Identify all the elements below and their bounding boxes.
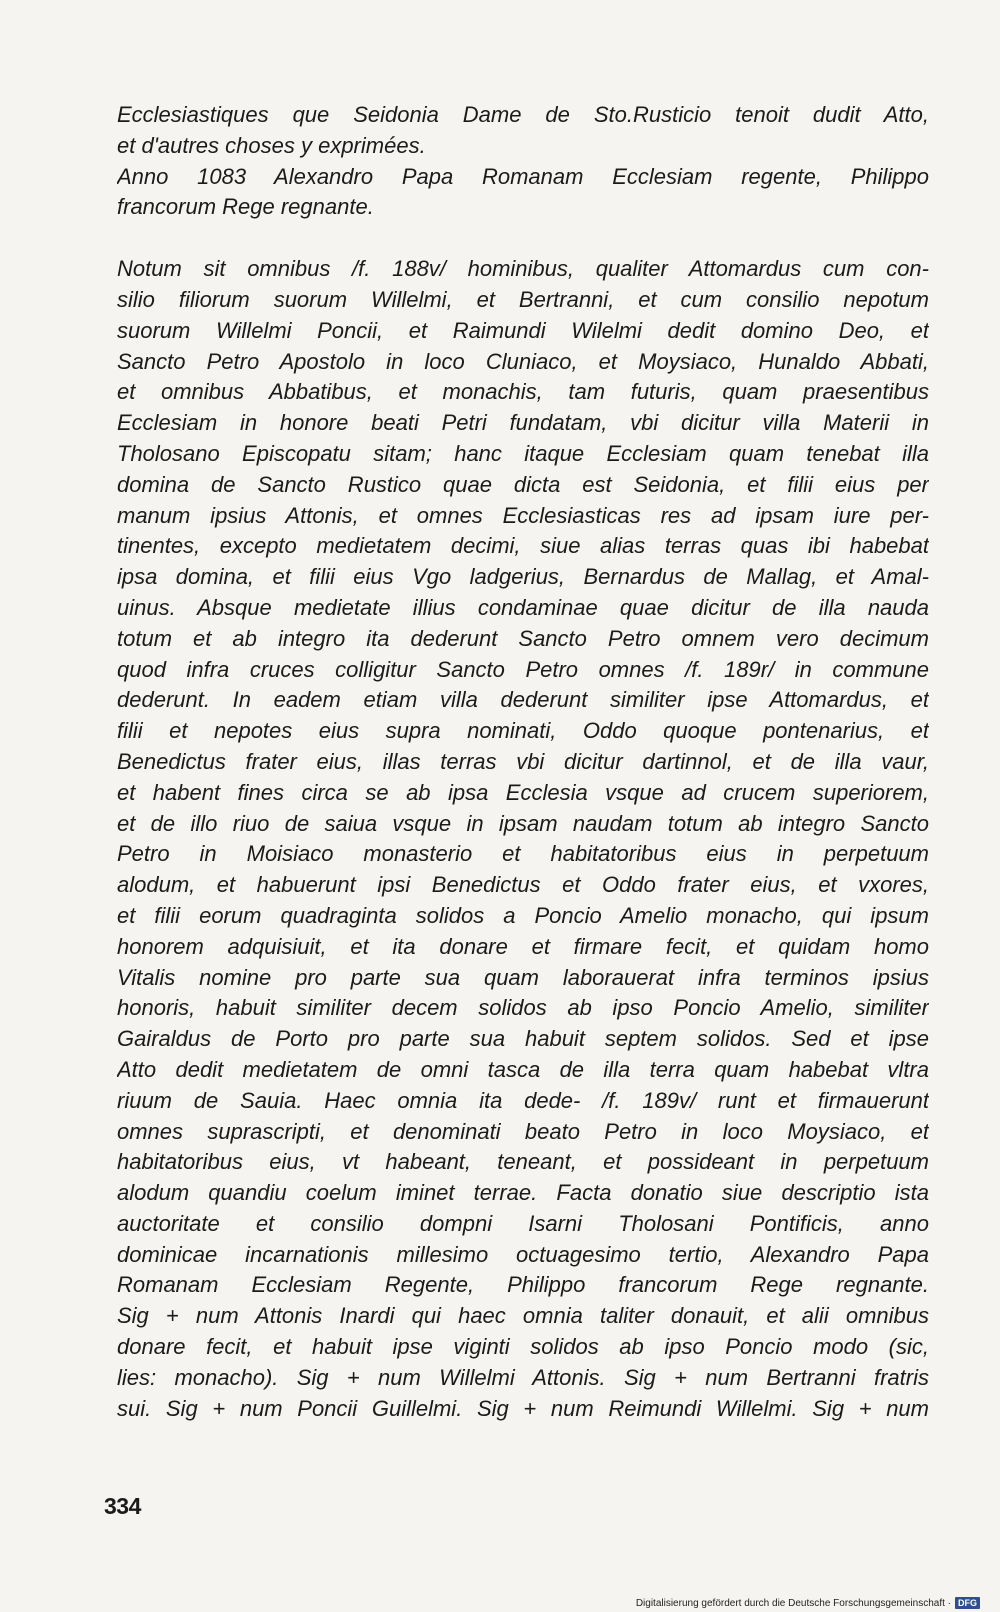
text-line: omnes suprascripti, et denominati beato Petro in loco Moysiaco, et [117,1118,929,1144]
text-line: habitatoribus eius, vt habeant, teneant, et possideant in perpetuum [117,1149,929,1175]
text-line: Romanam Ecclesiam Regente, Philippo francorum Rege regnante. [117,1272,929,1298]
text-line: ipsa domina, et filii eius Vgo ladgerius, Bernardus de Mallag, et Amal- [117,564,929,590]
text-line: sui. Sig + num Poncii Guillelmi. Sig + num Reimundi Willelmi. Sig + num [117,1395,929,1421]
text-line: Ecclesiam in honore beati Petri fundatam, vbi dicitur villa Materii in [117,410,929,436]
text-line: et de illo riuo de saiua vsque in ipsam naudam totum ab integro Sancto [117,810,929,836]
text-line: honorem adquisiuit, et ita donare et firmare fecit, et quidam homo [117,933,929,959]
text-line: riuum de Sauia. Haec omnia ita dede- /f. 189v/ runt et firmauerunt [117,1087,929,1113]
text-line: Vitalis nomine pro parte sua quam laborauerat infra terminos ipsius [117,964,929,990]
text-line: totum et ab integro ita dederunt Sancto Petro omnem vero decimum [117,625,929,651]
text-line: auctoritate et consilio dompni Isarni Tholosani Pontificis, anno [117,1210,929,1236]
text-line: manum ipsius Attonis, et omnes Ecclesiasticas res ad ipsam iure per- [117,502,929,528]
text-line: honoris, habuit similiter decem solidos ab ipso Poncio Amelio, similiter [117,995,929,1021]
text-line: Anno 1083 Alexandro Papa Romanam Ecclesiam regente, Philippo [117,163,929,189]
text-line: Ecclesiastiques que Seidonia Dame de Sto.Rusticio tenoit dudit Atto, [117,102,929,127]
text-line: dominicae incarnationis millesimo octuagesimo tertio, Alexandro Papa [117,1241,929,1267]
text-line: Notum sit omnibus /f. 188v/ hominibus, qualiter Attomardus cum con- [117,256,929,282]
text-line: tinentes, excepto medietatem decimi, siue alias terras quas ibi habebat [117,533,929,559]
text-line: et omnibus Abbatibus, et monachis, tam futuris, quam praesentibus [117,379,929,405]
text-line: Petro in Moisiaco monasterio et habitatoribus eius in perpetuum [117,841,929,867]
dfg-logo-icon: DFG [955,1597,980,1609]
text-line: Tholosano Episcopatu sitam; hanc itaque Ecclesiam quam tenebat illa [117,440,929,466]
text-line: francorum Rege regnante. [117,194,374,220]
text-line: donare fecit, et habuit ipse viginti solidos ab ipso Poncio modo (sic, [117,1334,929,1360]
text-line: alodum quandiu coelum iminet terrae. Facta donatio siue descriptio ista [117,1180,929,1206]
text-line: et d'autres choses y exprimées. [117,132,426,158]
text-line: Benedictus frater eius, illas terras vbi dicitur dartinnol, et de illa vaur, [117,748,929,774]
text-line: et habent fines circa se ab ipsa Ecclesia vsque ad crucem superiorem, [117,779,929,805]
text-line: uinus. Absque medietate illius condaminae quae dicitur de illa nauda [117,594,929,620]
text-line: quod infra cruces colligitur Sancto Petro omnes /f. 189r/ in commune [117,656,929,682]
text-line: silio filiorum suorum Willelmi, et Bertranni, et cum consilio nepotum [117,286,929,312]
text-line: et filii eorum quadraginta solidos a Poncio Amelio monacho, qui ipsum [117,902,929,928]
document-body [117,100,929,1424]
text-line: Sancto Petro Apostolo in loco Cluniaco, et Moysiaco, Hunaldo Abbati, [117,348,929,374]
footer-text: Digitalisierung gefördert durch die Deutsche Forschungsgemeinschaft · [635,1597,951,1609]
text-line: filii et nepotes eius supra nominati, Oddo quoque pontenarius, et [117,718,929,744]
footer-credit [636,1597,980,1609]
paragraph-gap [117,223,929,254]
text-line: lies: monacho). Sig + num Willelmi Attonis. Sig + num Bertranni fratris [117,1364,929,1390]
text-line: domina de Sancto Rustico quae dicta est Seidonia, et filii eius per [117,471,929,497]
text-line: Sig + num Attonis Inardi qui haec omnia taliter donauit, et alii omnibus [117,1303,929,1329]
page-number: 334 [104,1493,141,1519]
text-line: alodum, et habuerunt ipsi Benedictus et Oddo frater eius, et vxores, [117,872,929,898]
text-line: Atto dedit medietatem de omni tasca de illa terra quam habebat vltra [117,1056,929,1082]
text-line: suorum Willelmi Poncii, et Raimundi Wilelmi dedit domino Deo, et [117,317,929,343]
text-line: Gairaldus de Porto pro parte sua habuit septem solidos. Sed et ipse [117,1026,929,1052]
text-line: dederunt. In eadem etiam villa dederunt similiter ipse Attomardus, et [117,687,929,713]
